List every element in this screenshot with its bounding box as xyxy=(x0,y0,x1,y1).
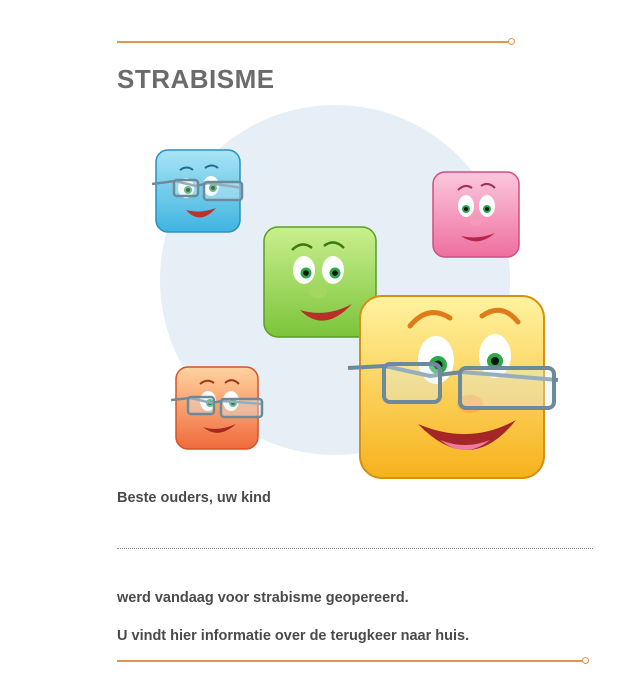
info-text: U vindt hier informatie over de terugkeer naar huis. xyxy=(117,628,470,644)
yellow-face-with-glasses xyxy=(348,296,558,478)
bottom-divider xyxy=(117,660,583,662)
blue-face-with-glasses xyxy=(152,150,243,232)
fill-in-line xyxy=(117,548,593,549)
pink-face xyxy=(433,172,519,257)
page-title: STRABISME xyxy=(117,64,275,94)
surgery-text: werd vandaag voor strabisme geopereerd. xyxy=(117,590,409,606)
orange-face-with-glasses xyxy=(171,367,263,449)
greeting-text: Beste ouders, uw kind xyxy=(117,490,271,506)
bottom-divider-end-dot xyxy=(582,657,589,664)
